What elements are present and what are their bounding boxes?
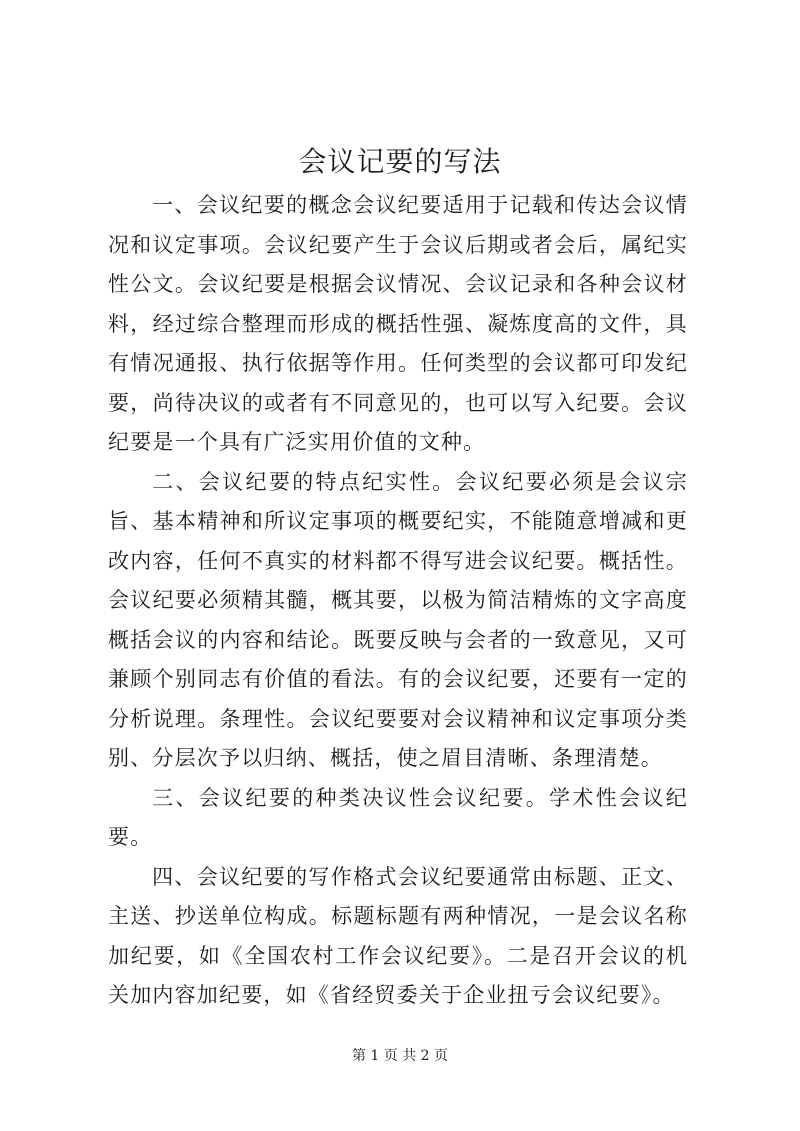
paragraph-format: 四、会议纪要的写作格式会议纪要通常由标题、正文、主送、抄送单位构成。标题标题有两种情况，一是会议名称加纪要，如《全国农村工作会议纪要》。二是召开会议的机关加内容加纪要，如《省经贸委关于企业扭亏会议纪要》。 [108, 864, 688, 1007]
page-number-footer: 第 1 页 共 2 页 [351, 1048, 449, 1064]
document-body [108, 186, 688, 1016]
paragraph-concept: 一、会议纪要的概念会议纪要适用于记载和传达会议情况和议定事项。会议纪要产生于会议后期或者会后，属纪实性公文。会议纪要是根据会议情况、会议记录和各种会议材料，经过综合整理而形成的概括性强、凝炼度高的文件，具有情况通报、执行依据等作用。任何类型的会议都可印发纪要，尚待决议的或者有不同意见的，也可以写入纪要。会议纪要是一个具有广泛实用价值的文种。 [108, 193, 688, 454]
paragraph-features: 二、会议纪要的特点纪实性。会议纪要必须是会议宗旨、基本精神和所议定事项的概要纪实，不能随意增减和更改内容，任何不真实的材料都不得写进会议纪要。概括性。会议纪要必须精其髓，概其要，以极为简洁精炼的文字高度概括会议的内容和结论。既要反映与会者的一致意见，又可兼顾个别同志有价值的看法。有的会议纪要，还要有一定的分析说理。条理性。会议纪要要对会议精神和议定事项分类别、分层次予以归纳、概括，使之眉目清晰、条理清楚。 [108, 469, 688, 770]
paragraph-types: 三、会议纪要的种类决议性会议纪要。学术性会议纪要。 [108, 785, 688, 849]
document-title: 会议记要的写法 [298, 145, 502, 178]
